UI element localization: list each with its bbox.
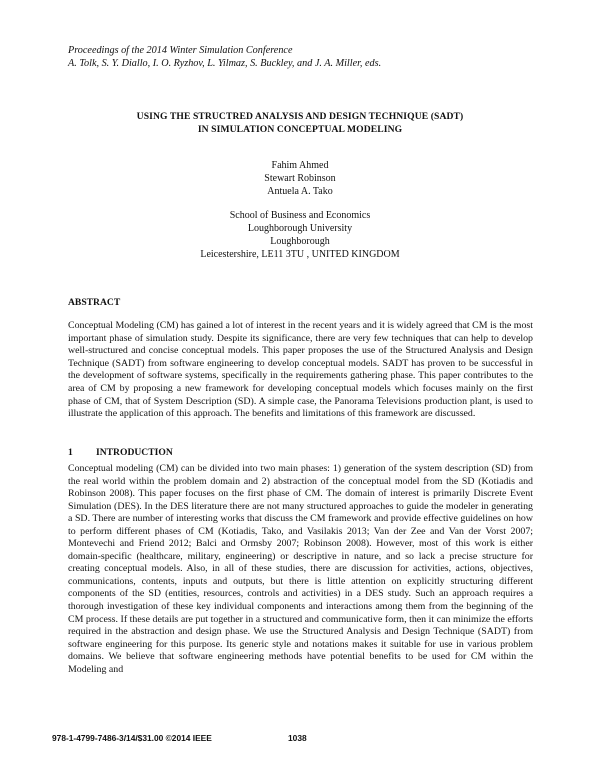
paper-title	[60, 110, 540, 136]
author-name: Antuela A. Tako	[267, 186, 333, 197]
affiliation-block	[60, 209, 540, 261]
paper-title-line-2: IN SIMULATION CONCEPTUAL MODELING	[197, 124, 403, 135]
author-name: Fahim Ahmed	[271, 160, 329, 171]
affiliation-line: Leicestershire, LE11 3TU , UNITED KINGDOM	[200, 249, 400, 260]
page-number: 1038	[288, 733, 307, 743]
author-list	[60, 159, 540, 198]
introduction-text: Conceptual modeling (CM) can be divided into two main phases: 1) generation of the system description (SD) from the real world within the problem domain and 2) abstraction of the conceptual model from the SD (Kotiadis and Robinson 2008). This paper focuses on the first phase of CM. The domain of interest is primarily Discrete Event Simulation (DES). In the DES literature there are not many structured approaches to guide the modeler in generating a SD. There are number of interesting works that discuss the CM framework and provide effective guidelines on how to perform different phases of CM (Kotiadis, Tako, and Vasilakis 2013; Van der Zee and Van der Vorst 2007; Montevechi and Friend 2012; Balci and Ormsby 2007; Robinson 2008). However, most of this work is either domain-specific (healthcare, military, engineering) or descriptive in nature, and so lack a precise structure for creating conceptual models. Also, in all of these studies, there are discussion for activities, actions, objectives, communications, contents, inputs and outputs, but there is little attention on explicitly structuring different components of the SD (entities, resources, controls and activities) in a DES study. Such an approach requires a thorough investigation of these key individual components and interactions among them from the beginning of the CM process. If these details are put together in a structured and communicative form, then it can minimize the efforts required in the abstraction and design phase. We use the Structured Analysis and Design Technique (SADT) from software engineering for this purpose. Its generic style and notations makes it suitable for use in various problem domains. We believe that software engineering methods have potential benefits to be used for CM within the Modeling and	[68, 463, 533, 675]
affiliation-line: School of Business and Economics	[229, 210, 371, 221]
abstract-text: Conceptual Modeling (CM) has gained a lot of interest in the recent years and it is widely agreed that CM is the most important phase of simulation study. Despite its significance, there are very few techniques that can help to develop well-structured and concise conceptual models. This paper proposes the use of the Structured Analysis and Design Technique (SADT) from software engineering to develop conceptual models. SADT has proven to be successful in the development of software systems, specifically in the requirements gathering phase. This paper contributes to the area of CM by proposing a new framework for developing conceptual models which focuses mainly on the first phase of CM, that of System Description (SD). A simple case, the Panorama Televisions production plant, is used to illustrate the application of this approach. The benefits and limitations of this framework are discussed.	[68, 320, 533, 420]
proceedings-header	[68, 44, 538, 70]
affiliation-line: Loughborough	[270, 236, 330, 247]
abstract-heading: ABSTRACT	[68, 297, 121, 308]
proceedings-editors: A. Tolk, S. Y. Diallo, I. O. Ryzhov, L. Yilmaz, S. Buckley, and J. A. Miller, eds.	[68, 58, 382, 69]
section-title: INTRODUCTION	[96, 447, 173, 458]
author-name: Stewart Robinson	[264, 173, 336, 184]
section-number: 1	[68, 447, 73, 458]
affiliation-line: Loughborough University	[247, 223, 353, 234]
isbn-copyright: 978-1-4799-7486-3/14/$31.00 ©2014 IEEE	[52, 733, 212, 743]
paper-title-line-1: USING THE STRUCTRED ANALYSIS AND DESIGN TECHNIQUE (SADT)	[136, 111, 464, 122]
introduction-heading	[68, 446, 533, 459]
proceedings-title: Proceedings of the 2014 Winter Simulation Conference	[68, 45, 293, 56]
